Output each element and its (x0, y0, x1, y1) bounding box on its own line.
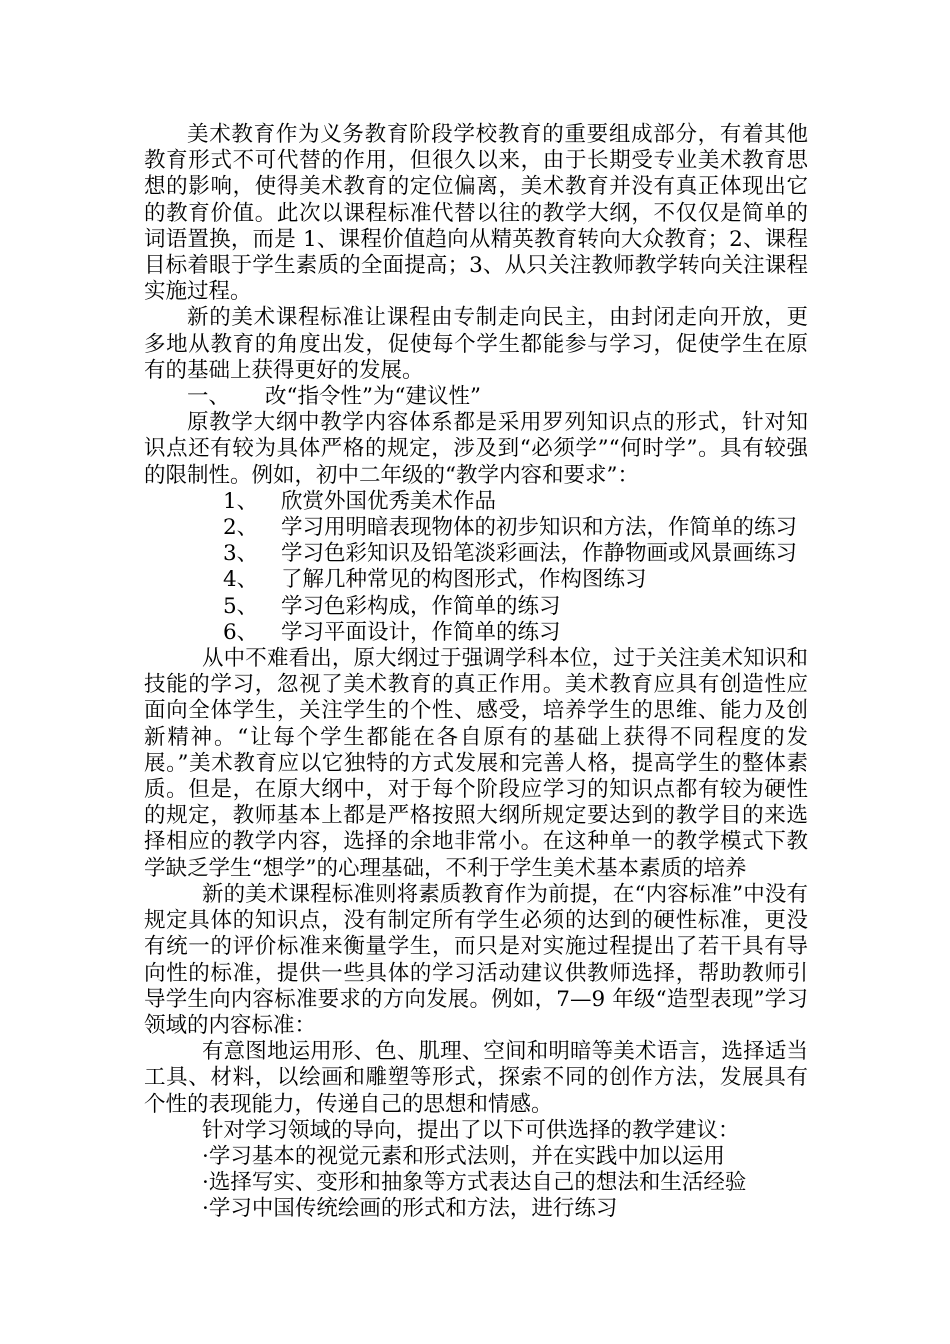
list-item (144, 567, 808, 593)
list-item-text: 欣赏外国优秀美术作品 (281, 488, 497, 514)
paragraph-intro: 美术教育作为义务教育阶段学校教育的重要组成部分，有着其他教育形式不可代替的作用，但很久以来，由于长期受专业美术教育思想的影响，使得美术教育的定位偏离，美术教育并没有真正体现出它的教育价值。此次以课程标准代替以往的教学大纲，不仅仅是简单的词语置换，而是 1、课程价值趋向从精英教育转向大众教育；2、课程目标着眼于学生素质的全面提高；3、从只关注教师教学转向关注课程实施过程。 (144, 122, 808, 305)
paragraph-old-syllabus: 原教学大纲中教学内容体系都是采用罗列知识点的形式，针对知识点还有较为具体严格的规定，涉及到“必须学”“何时学”。具有较强的限制性。例如，初中二年级的“教学内容和要求”： (144, 410, 808, 488)
text-column (144, 122, 808, 1223)
list-item (144, 620, 808, 646)
paragraph-suggestions-intro: 针对学习领域的导向，提出了以下可供选择的教学建议： (202, 1117, 740, 1143)
list-item-text: 学习色彩构成，作简单的练习 (281, 593, 561, 619)
list-item-number: 5、 (223, 593, 259, 619)
bullet-item: ·学习中国传统绘画的形式和方法，进行练习 (202, 1196, 618, 1222)
paragraph-new-standard: 新的美术课程标准让课程由专制走向民主，由封闭走向开放，更多地从教育的角度出发，促使每个学生都能参与学习，促使学生在原有的基础上获得更好的发展。 (144, 305, 808, 383)
bullet-item: ·学习基本的视觉元素和形式法则，并在实践中加以运用 (202, 1143, 725, 1169)
paragraph-content-standard: 有意图地运用形、色、肌理、空间和明暗等美术语言，选择适当工具、材料，以绘画和雕塑等形式，探索不同的创作方法，发展具有个性的表现能力，传递自己的思想和情感。 (144, 1039, 808, 1117)
list-item (144, 541, 808, 567)
list-item-number: 1、 (223, 488, 259, 514)
list-item-number: 6、 (223, 619, 259, 645)
numbered-list (144, 489, 808, 646)
list-item-number: 3、 (223, 541, 259, 567)
list-item (144, 489, 808, 515)
list-item-number: 4、 (223, 567, 259, 593)
paragraph-quality-education: 新的美术课程标准则将素质教育作为前提，在“内容标准”中没有规定具体的知识点，没有制定所有学生必须的达到的硬性标准，更没有统一的评价标准来衡量学生，而只是对实施过程提出了若干具有导向性的标准，提供一些具体的学习活动建议供教师选择，帮助教师引导学生向内容标准要求的方向发展。例如，7—9 年级“造型表现”学习领域的内容标准： (144, 881, 808, 1038)
list-item (144, 594, 808, 620)
list-item-text: 了解几种常见的构图形式，作构图练习 (281, 567, 647, 593)
section-heading (144, 384, 808, 410)
bullet-item: ·选择写实、变形和抽象等方式表达自己的想法和生活经验 (202, 1170, 747, 1196)
list-item-text: 学习平面设计，作简单的练习 (281, 619, 561, 645)
section-heading-number: 一、 (187, 384, 231, 410)
list-item-text: 学习色彩知识及铅笔淡彩画法，作静物画或风景画练习 (281, 541, 798, 567)
list-item (144, 515, 808, 541)
list-item-number: 2、 (223, 515, 259, 541)
list-item-text: 学习用明暗表现物体的初步知识和方法，作简单的练习 (281, 515, 798, 541)
section-heading-text: 改“指令性”为“建议性” (265, 384, 481, 410)
paragraph-analysis: 从中不难看出，原大纲过于强调学科本位，过于关注美术知识和技能的学习，忽视了美术教育的真正作用。美术教育应具有创造性应面向全体学生，关注学生的个性、感受，培养学生的思维、能力及创新精神。“让每个学生都能在各自原有的基础上获得不同程度的发展。”美术教育应以它独特的方式发展和完善人格，提高学生的整体素质。但是，在原大纲中，对于每个阶段应学习的知识点都有较为硬性的规定，教师基本上都是严格按照大纲所规定要达到的教学目的来选择相应的教学内容，选择的余地非常小。在这种单一的教学模式下教学缺乏学生“想学”的心理基础，不利于学生美术基本素质的培养 (144, 646, 808, 881)
